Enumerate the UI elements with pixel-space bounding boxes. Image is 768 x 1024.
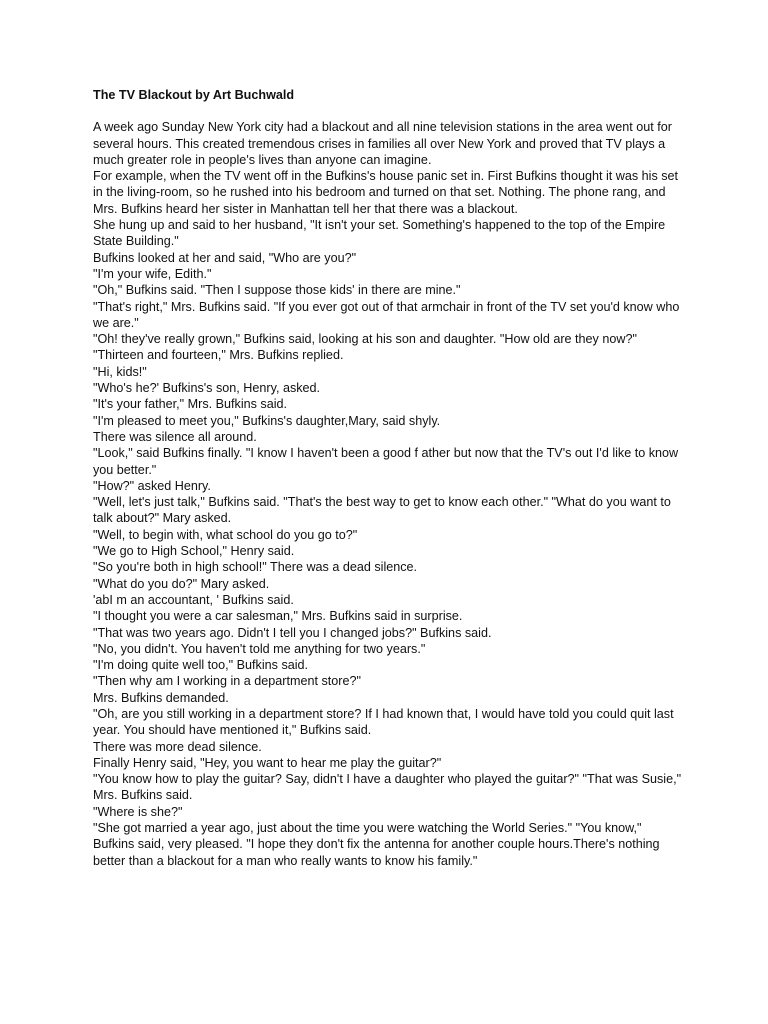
paragraph: Mrs. Bufkins demanded.: [93, 690, 229, 705]
paragraph: "What do you do?" Mary asked.: [93, 576, 270, 591]
paragraph: "That was two years ago. Didn't I tell you I changed jobs?" Bufkins said.: [93, 625, 492, 640]
paragraph: "That's right," Mrs. Bufkins said. "If you ever got out of that armchair in front of the TV set you'd know who we are.": [93, 299, 680, 330]
paragraph: Bufkins looked at her and said, "Who are you?": [93, 250, 357, 265]
paragraph: "She got married a year ago, just about the time you were watching the World Series." "You know," Bufkins said, very pleased. "I hope they don't fix the antenna for another couple hours.There's nothing better than a blackout for a man who really wants to know his family.": [93, 821, 660, 868]
paragraph: "We go to High School," Henry said.: [93, 544, 295, 559]
paragraph: "I'm pleased to meet you," Bufkins's daughter,Mary, said shyly.: [93, 413, 441, 428]
paragraph: For example, when the TV went off in the Bufkins's house panic set in. First Bufkins thought it was his set in the living-room, so he rushed into his bedroom and turned on that set. Nothing. The phone rang, and Mrs. Bufkins heard her sister in Manhattan tell her that there was a blackout.: [93, 169, 679, 216]
paragraph: "You know how to play the guitar? Say, didn't I have a daughter who played the guitar?" "That was Susie," Mrs. Bufkins said.: [93, 772, 682, 803]
paragraph: "Oh," Bufkins said. "Then I suppose those kids' in there are mine.": [93, 283, 461, 298]
paragraph: "Thirteen and fourteen," Mrs. Bufkins replied.: [93, 348, 344, 363]
paragraph: "Oh! they've really grown," Bufkins said, looking at his son and daughter. "How old are they now?": [93, 332, 637, 347]
paragraph: "Well, to begin with, what school do you go to?": [93, 527, 358, 542]
paragraph: "So you're both in high school!" There was a dead silence.: [93, 560, 418, 575]
paragraph: There was silence all around.: [93, 429, 257, 444]
paragraph: "I thought you were a car salesman," Mrs. Bufkins said in surprise.: [93, 609, 463, 624]
paragraph: There was more dead silence.: [93, 739, 262, 754]
paragraph: "Look," said Bufkins finally. "I know I haven't been a good f ather but now that the TV's out I'd like to know you better.": [93, 446, 679, 477]
paragraph: "No, you didn't. You haven't told me anything for two years.": [93, 641, 426, 656]
document-body: [93, 119, 683, 869]
document-page: [93, 87, 683, 869]
paragraph: "Oh, are you still working in a department store? If I had known that, I would have told you could quit last year. You should have mentioned it," Bufkins said.: [93, 706, 674, 738]
paragraph: "I'm your wife, Edith.": [93, 266, 212, 281]
paragraph: "Where is she?": [93, 804, 183, 819]
paragraph: "Who's he?' Bufkins's son, Henry, asked.: [93, 381, 321, 396]
paragraph: "Hi, kids!": [93, 364, 147, 379]
paragraph: "Then why am I working in a department store?": [93, 674, 361, 689]
paragraph: She hung up and said to her husband, "It isn't your set. Something's happened to the top of the Empire State Building.": [93, 218, 666, 249]
paragraph: "How?" asked Henry.: [93, 478, 211, 493]
paragraph: "Well, let's just talk," Bufkins said. "That's the best way to get to know each other." "What do you want to talk about?" Mary asked.: [93, 495, 671, 526]
paragraph: 'abI m an accountant, ' Bufkins said.: [93, 592, 294, 607]
paragraph: "I'm doing quite well too," Bufkins said.: [93, 658, 309, 673]
paragraph: "It's your father," Mrs. Bufkins said.: [93, 397, 288, 412]
paragraph: Finally Henry said, "Hey, you want to hear me play the guitar?": [93, 755, 442, 770]
document-title: The TV Blackout by Art Buchwald: [93, 88, 295, 102]
paragraph: A week ago Sunday New York city had a blackout and all nine television stations in the area went out for several hours. This created tremendous crises in families all over New York and proved that TV plays a much greater role in people's lives than anyone can imagine.: [93, 120, 672, 167]
